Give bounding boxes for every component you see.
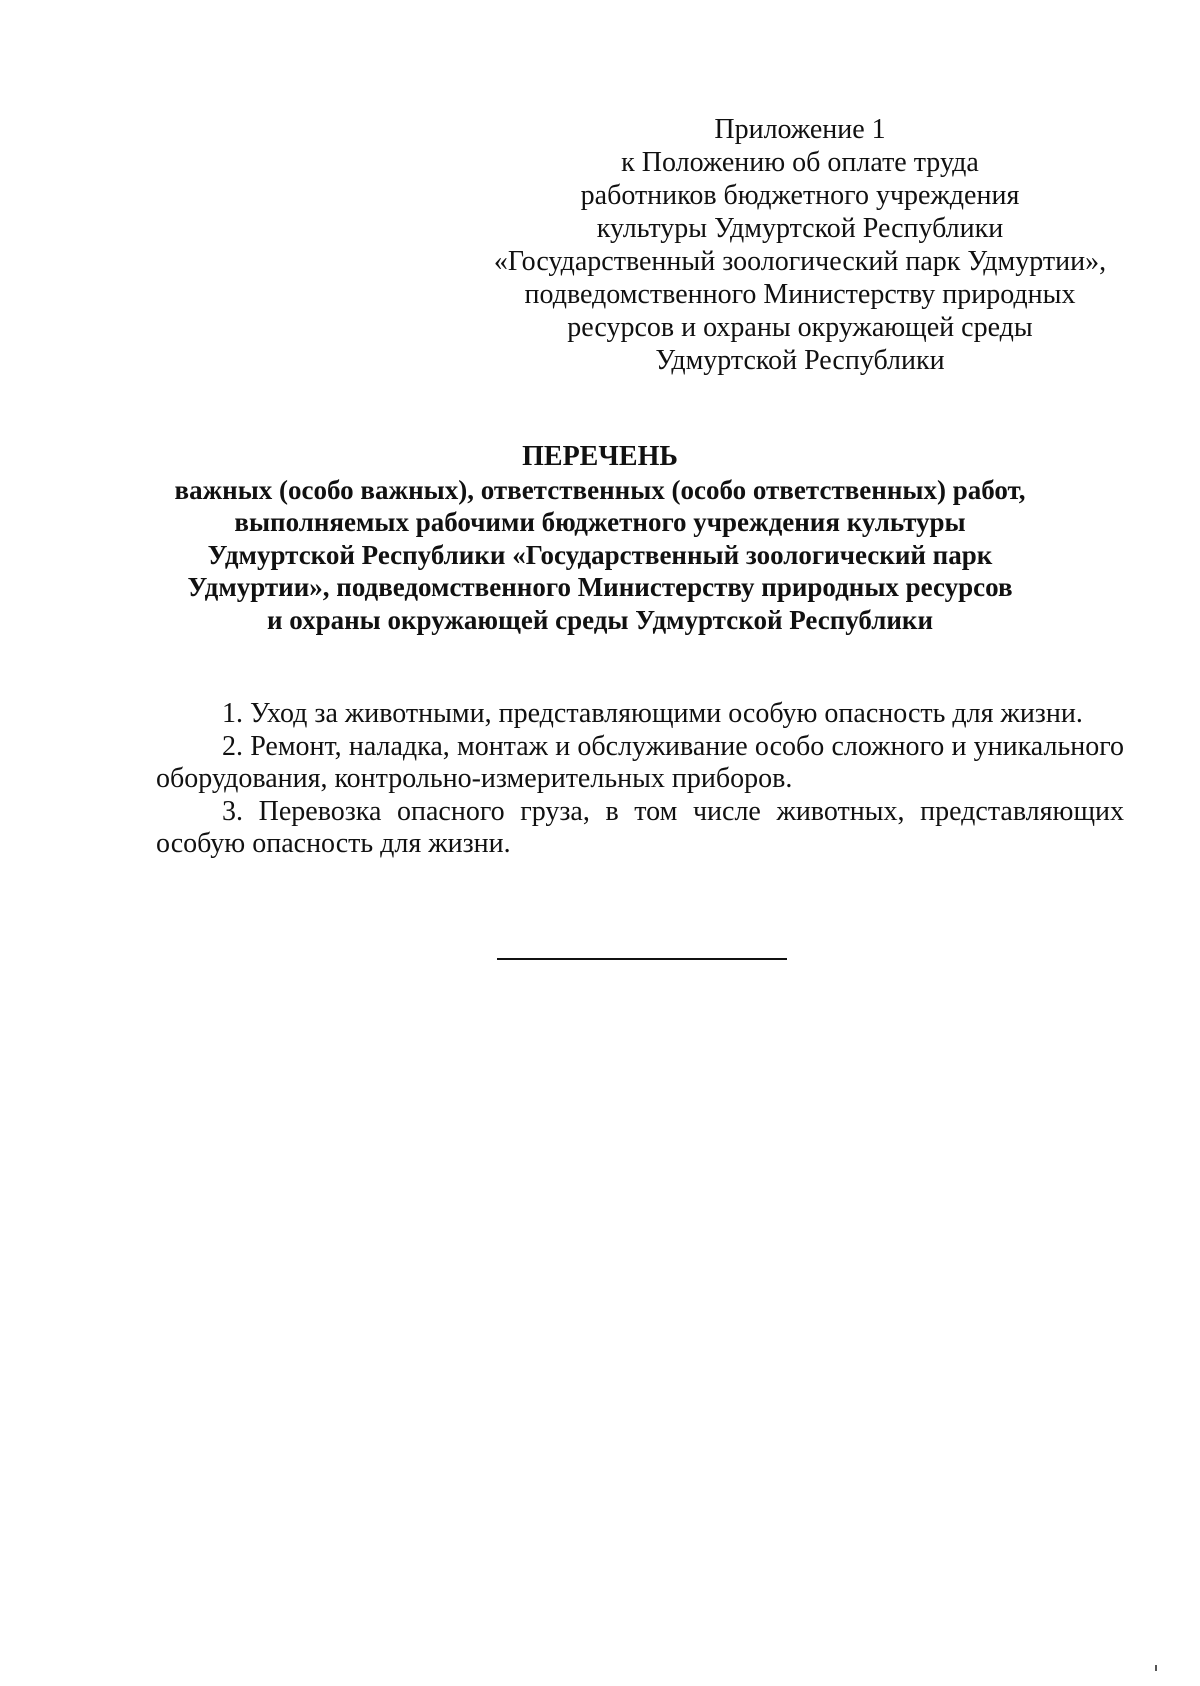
appendix-line: подведомственного Министерству природных <box>524 279 1076 310</box>
item-number: 1. <box>222 698 243 729</box>
appendix-line: культуры Удмуртской Республики <box>596 213 1004 244</box>
works-list <box>156 698 1124 861</box>
appendix-line: Удмуртской Республики <box>655 345 945 376</box>
item-number: 3. <box>222 795 243 827</box>
appendix-line: работников бюджетного учреждения <box>580 180 1020 211</box>
appendix-line: к Положению об оплате труда <box>621 147 979 178</box>
appendix-header <box>480 113 1120 377</box>
closing-rule <box>497 958 787 960</box>
item-text: Уход за животными, представляющими особую опасность для жизни. <box>250 698 1083 729</box>
item-text: Ремонт, наладка, монтаж и обслуживание особо сложного и уникального оборудования, контрольно-измерительных приборов. <box>156 730 1124 794</box>
document-heading <box>150 441 1050 636</box>
appendix-line: Приложение 1 <box>714 114 886 145</box>
item-text: Перевозка опасного груза, в том числе животных, представляющих особую опасность для жизни. <box>156 795 1124 859</box>
heading-line: Удмуртской Республики «Государственный зоологический парк <box>207 539 993 570</box>
document-title: ПЕРЕЧЕНЬ <box>522 441 678 472</box>
heading-line: выполняемых рабочими бюджетного учреждения культуры <box>234 507 966 537</box>
list-item <box>156 731 1124 796</box>
scan-mark <box>1155 1665 1157 1671</box>
item-number: 2. <box>222 730 243 762</box>
list-item <box>156 698 1124 731</box>
appendix-line: ресурсов и охраны окружающей среды <box>567 312 1033 343</box>
heading-line: Удмуртии», подведомственного Министерству природных ресурсов <box>187 572 1013 602</box>
list-item <box>156 796 1124 861</box>
heading-line: и охраны окружающей среды Удмуртской Республики <box>266 604 934 635</box>
appendix-line: «Государственный зоологический парк Удмуртии», <box>493 246 1107 277</box>
heading-line: важных (особо важных), ответственных (особо ответственных) работ, <box>174 474 1026 505</box>
